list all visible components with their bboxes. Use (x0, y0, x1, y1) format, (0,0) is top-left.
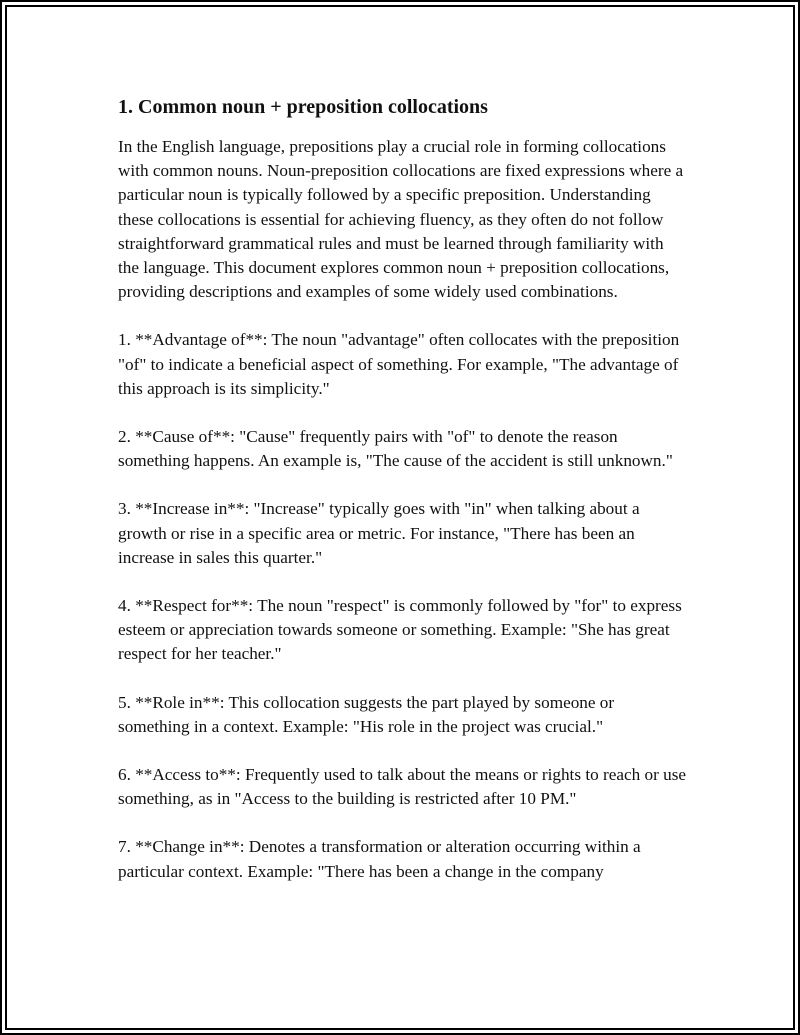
intro-paragraph: In the English language, prepositions play a crucial role in forming collocations with common nouns. Noun-preposition collocations are fixed expressions where a particular noun is typically followed by a specific preposition. Understanding these collocations is essential for achieving fluency, as they often do not follow straightforward grammatical rules and must be learned through familiarity with the language. This document explores common noun + preposition collocations, providing descriptions and examples of some widely used combinations. (118, 137, 684, 302)
collocation-item-respect-for: 4. **Respect for**: The noun "respect" is commonly followed by "for" to express esteem or appreciation towards someone or something. Example: "She has great respect for her teacher." (118, 596, 682, 664)
collocation-item-cause-of: 2. **Cause of**: "Cause" frequently pairs with "of" to denote the reason something happens. An example is, "The cause of the accident is still unknown." (118, 427, 673, 471)
collocation-item-change-in: 7. **Change in**: Denotes a transformation or alteration occurring within a particular context. Example: "There has been a change in the company (118, 837, 641, 881)
section-heading: 1. Common noun + preposition collocations (118, 96, 488, 118)
collocation-item-access-to: 6. **Access to**: Frequently used to talk about the means or rights to reach or use something, as in "Access to the building is restricted after 10 PM." (118, 765, 687, 809)
collocation-item-increase-in: 3. **Increase in**: "Increase" typically goes with "in" when talking about a growth or rise in a specific area or metric. For instance, "There has been an increase in sales this quarter." (118, 499, 640, 567)
collocation-item-advantage-of: 1. **Advantage of**: The noun "advantage" often collocates with the preposition "of" to indicate a beneficial aspect of something. For example, "The advantage of this approach is its simplicity." (118, 330, 680, 398)
collocation-item-role-in: 5. **Role in**: This collocation suggests the part played by someone or something in a context. Example: "His role in the project was crucial." (118, 692, 615, 736)
document-body (118, 94, 688, 908)
